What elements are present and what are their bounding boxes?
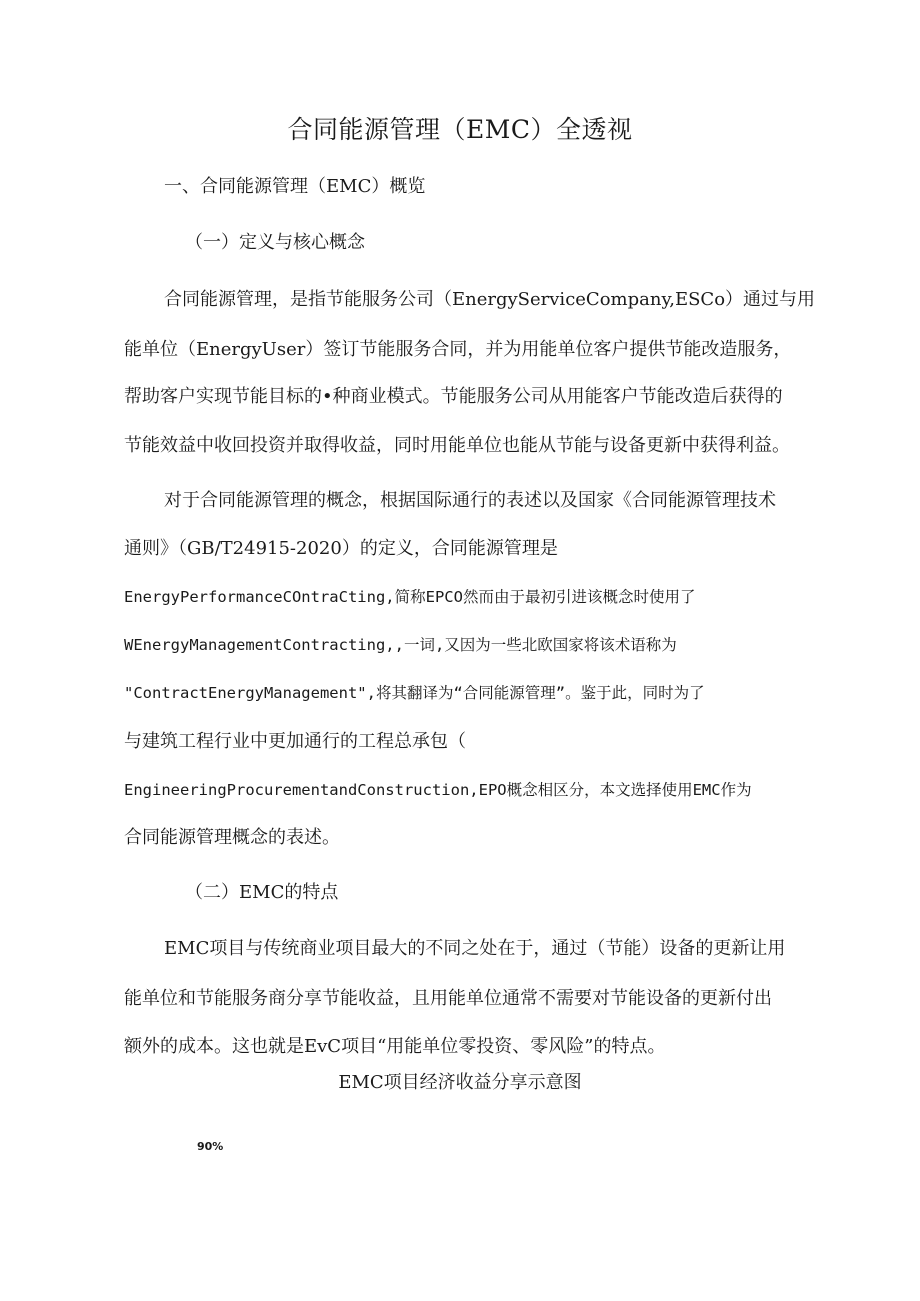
paragraph-line: 节能效益中收回投资并取得收益，同时用能单位也能从节能与设备更新中获得利益。 [124, 435, 790, 456]
paragraph-line: EngineeringProcurementandConstruction,EPO概念相区分，本文选择使用EMC作为 [124, 781, 752, 799]
paragraph-line: 合同能源管理，是指节能服务公司（EnergyServiceCompany,ESCo）通过与用 [164, 289, 816, 310]
paragraph-line: 通则》（GB/T24915-2020）的定义，合同能源管理是 [124, 538, 558, 559]
section-heading: 一、合同能源管理（EMC）概览 [164, 176, 426, 197]
subsection-heading: （一）定义与核心概念 [185, 232, 365, 253]
paragraph-line: 对于合同能源管理的概念，根据国际通行的表述以及国家《合同能源管理技术 [164, 490, 776, 511]
paragraph-line: 能单位（EnergyUser）签订节能服务合同，并为用能单位客户提供节能改造服务， [124, 339, 792, 360]
document-title: 合同能源管理（EMC）全透视 [287, 115, 633, 144]
paragraph-line: "ContractEnergyManagement",将其翻译为“合同能源管理”。鉴于此，同时为了 [124, 684, 705, 702]
paragraph-line: 额外的成本。这也就是EvC项目“用能单位零投资、零风险”的特点。 [124, 1036, 666, 1057]
paragraph-line: EMC项目与传统商业项目最大的不同之处在于，通过（节能）设备的更新让用 [164, 938, 786, 959]
paragraph-line: 与建筑工程行业中更加通行的工程总承包（ [124, 731, 466, 752]
paragraph-line: 合同能源管理概念的表述。 [124, 827, 340, 848]
chart-title: EMC项目经济收益分享示意图 [338, 1072, 582, 1093]
chart-area [124, 1110, 824, 1290]
paragraph-line: 能单位和节能服务商分享节能收益，且用能单位通常不需要对节能设备的更新付出 [124, 988, 772, 1009]
paragraph-line: 帮助客户实现节能目标的•种商业模式。节能服务公司从用能客户节能改造后获得的 [124, 386, 783, 407]
subsection-heading: （二）EMC的特点 [185, 882, 339, 903]
chart-tick-label: 90% [197, 1140, 224, 1153]
paragraph-line: WEnergyManagementContracting,,一词,又因为一些北欧国家将该术语称为 [124, 636, 677, 654]
paragraph-line: EnergyPerformanceCOntraCting,简称EPCO然而由于最初引进该概念时使用了 [124, 588, 696, 606]
